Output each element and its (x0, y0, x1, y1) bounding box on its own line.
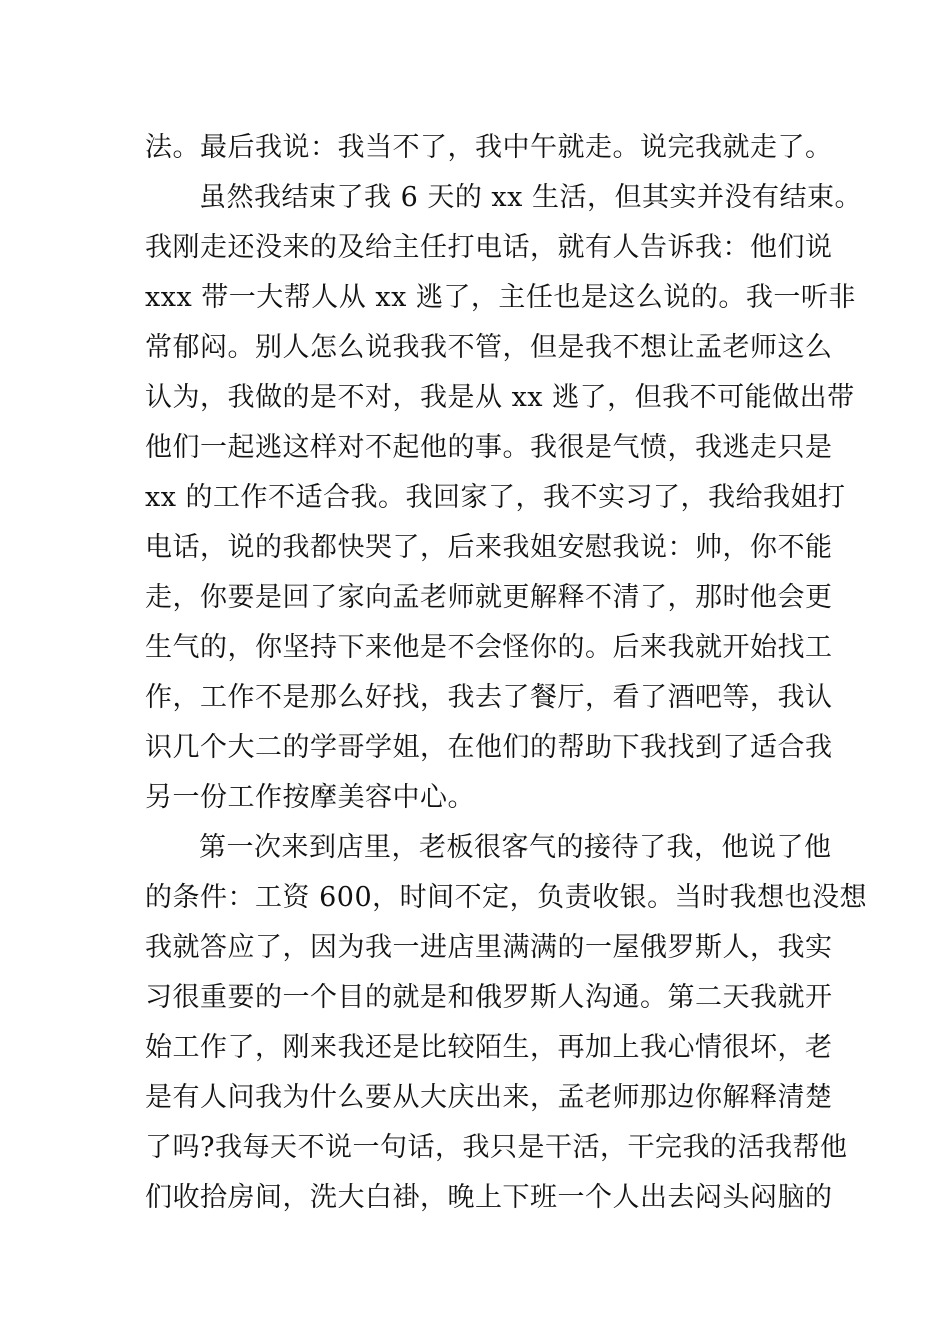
text-line: 是有人问我为什么要从大庆出来，孟老师那边你解释清楚 (145, 1082, 833, 1113)
paragraph-first-line: 第一次来到店里，老板很客气的接待了我，他说了他 (199, 832, 832, 863)
text-line: xx 的工作不适合我。我回家了，我不实习了，我给我姐打 (145, 482, 846, 513)
text-line: 我就答应了，因为我一进店里满满的一屋俄罗斯人，我实 (145, 932, 833, 963)
text-line: 我刚走还没来的及给主任打电话，就有人告诉我：他们说 (145, 232, 833, 263)
paragraph-first-line: 虽然我结束了我 6 天的 xx 生活，但其实并没有结束。 (199, 182, 862, 213)
text-line: 常郁闷。别人怎么说我我不管，但是我不想让孟老师这么 (145, 332, 833, 363)
text-line: 始工作了，刚来我还是比较陌生，再加上我心情很坏，老 (145, 1032, 833, 1063)
text-line: 法。最后我说：我当不了，我中午就走。说完我就走了。 (145, 132, 833, 163)
text-line: 走，你要是回了家向孟老师就更解释不清了，那时他会更 (145, 582, 833, 613)
text-line: 的条件：工资 600，时间不定，负责收银。当时我想也没想 (145, 882, 868, 913)
text-line: xxx 带一大帮人从 xx 逃了，主任也是这么说的。我一听非 (145, 282, 856, 313)
text-line: 另一份工作按摩美容中心。 (145, 782, 475, 813)
text-line: 习很重要的一个目的就是和俄罗斯人沟通。第二天我就开 (145, 982, 833, 1013)
text-line: 们收拾房间，洗大白褂，晚上下班一个人出去闷头闷脑的 (145, 1182, 833, 1213)
text-line: 识几个大二的学哥学姐，在他们的帮助下我找到了适合我 (145, 732, 833, 763)
text-line: 生气的，你坚持下来他是不会怪你的。后来我就开始找工 (145, 632, 833, 663)
text-line: 他们一起逃这样对不起他的事。我很是气愤，我逃走只是 (145, 432, 833, 463)
text-line: 了吗?我每天不说一句话，我只是干活，干完我的活我帮他 (145, 1132, 848, 1163)
text-line: 认为，我做的是不对，我是从 xx 逃了，但我不可能做出带 (145, 382, 855, 413)
text-line: 作，工作不是那么好找，我去了餐厅，看了酒吧等，我认 (145, 682, 833, 713)
text-line: 电话，说的我都快哭了，后来我姐安慰我说：帅，你不能 (145, 532, 833, 563)
